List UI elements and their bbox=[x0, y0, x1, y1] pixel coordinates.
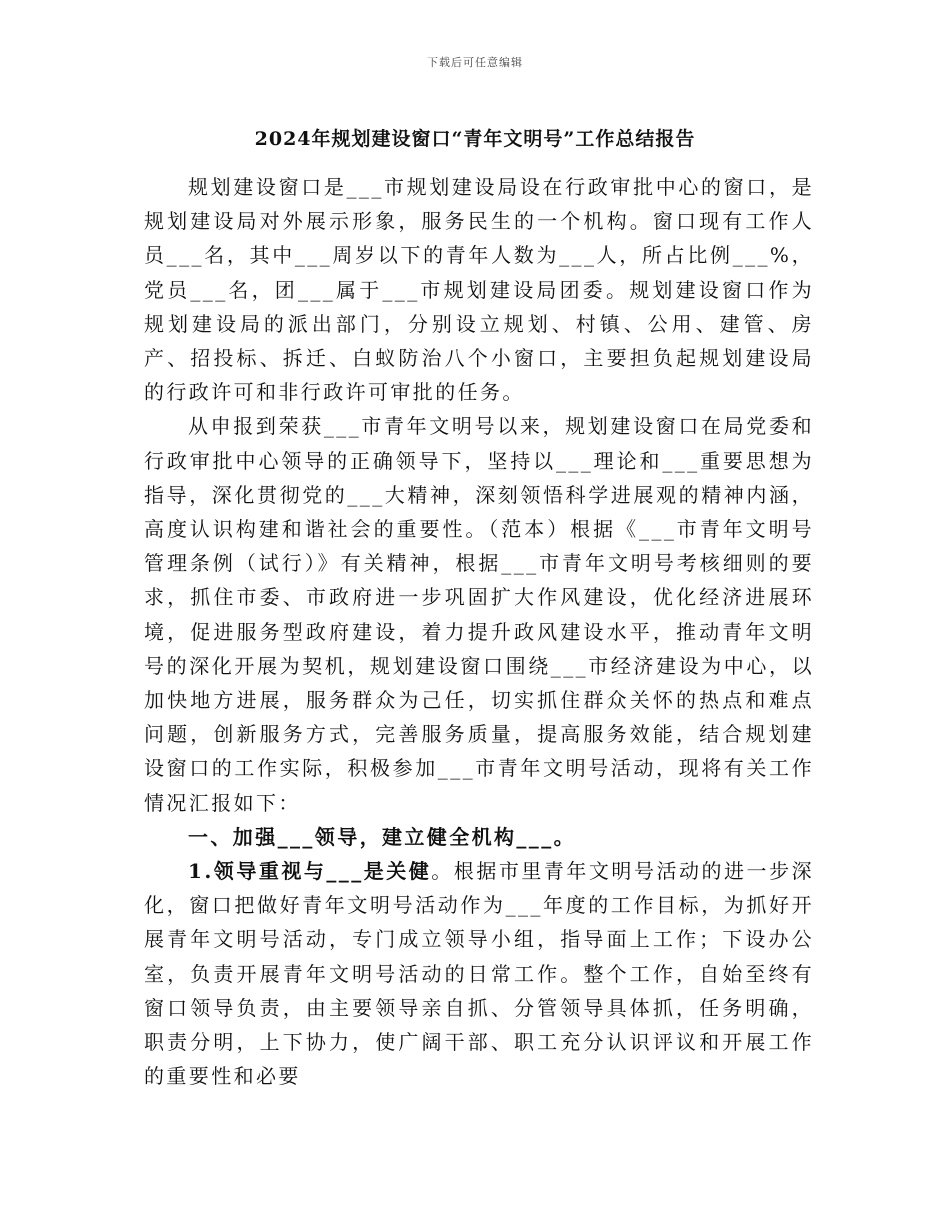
document-title: 2024年规划建设窗口“青年文明号”工作总结报告 bbox=[254, 128, 696, 150]
subsection-text: 。根据市里青年文明号活动的进一步深化，窗口把做好青年文明号活动作为___年度的工作目标，为抓好开展青年文明号活动，专门成立领导小组，指导面上工作；下设办公室，负责开展青年文明号活动的日常工作。整个工作，自始至终有窗口领导负责，由主要领导亲自抓、分管领导具体抓，任务明确，职责分明，上下协力，使广阔干部、职工充分认识评议和开展工作的重要性和必要 bbox=[144, 859, 814, 1089]
page-header-note: 下载后可任意编辑 bbox=[427, 56, 523, 69]
document-body bbox=[144, 170, 814, 1093]
subsection-paragraph bbox=[144, 854, 814, 1093]
paragraph-background: 从申报到荣获___市青年文明号以来，规划建设窗口在局党委和行政审批中心领导的正确领导下，坚持以___理论和___重要思想为指导，深化贯彻党的___大精神，深刻领悟科学进展观的精神内涵，高度认识构建和谐社会的重要性。（范本）根据《___市青年文明号管理条例（试行）》有关精神，根据___市青年文明号考核细则的要求，抓住市委、市政府进一步巩固扩大作风建设，优化经济进展环境，促进服务型政府建设，着力提升政风建设水平，推动青年文明号的深化开展为契机，规划建设窗口围绕___市经济建设为中心，以加快地方进展，服务群众为己任，切实抓住群众关怀的热点和难点问题，创新服务方式，完善服务质量，提高服务效能，结合规划建设窗口的工作实际，积极参加___市青年文明号活动，现将有关工作情况汇报如下： bbox=[144, 414, 814, 815]
section-heading: 一、加强___领导，建立健全机构___。 bbox=[188, 824, 576, 849]
paragraph-intro: 规划建设窗口是___市规划建设局设在行政审批中心的窗口，是规划建设局对外展示形象，服务民生的一个机构。窗口现有工作人员___名，其中___周岁以下的青年人数为___人，所占比例___%，党员___名，团___属于___市规划建设局团委。规划建设窗口作为规划建设局的派出部门，分别设立规划、村镇、公用、建管、房产、招投标、拆迁、白蚁防治八个小窗口，主要担负起规划建设局的行政许可和非行政许可审批的任务。 bbox=[144, 175, 814, 405]
subsection-lead: 1.领导重视与___是关健 bbox=[188, 859, 432, 884]
